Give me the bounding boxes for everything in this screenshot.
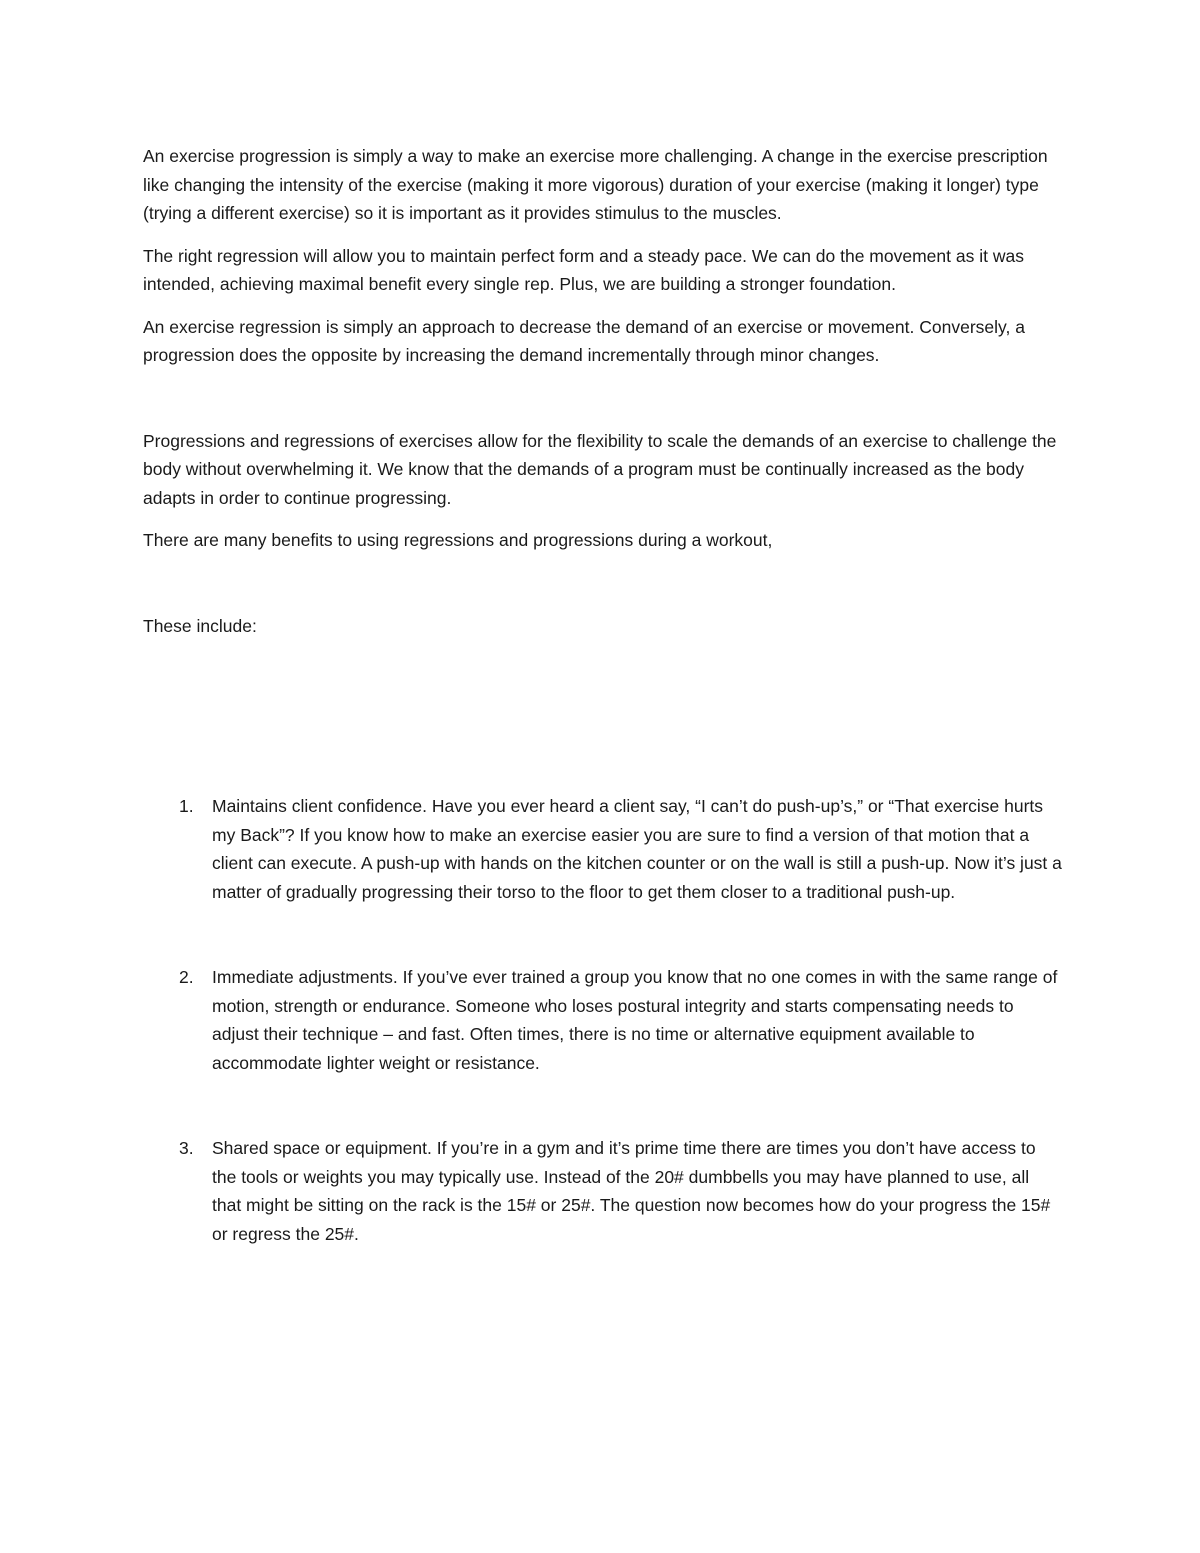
list-item-number: 1. <box>179 796 194 816</box>
list-item-text: Shared space or equipment. If you’re in a gym and it’s prime time there are times you don’t have access to the tools or weights you may typically use. Instead of the 20# dumbbells you may have planned to use, all that might be sitting on the rack is the 15# or 25#. The question now becomes how do your progress the 15# or regress the 25#. <box>212 1138 1051 1244</box>
benefits-list <box>143 792 1063 1248</box>
list-item <box>143 963 1063 1077</box>
spacer <box>143 370 1063 427</box>
spacer <box>143 512 1063 526</box>
paragraph-flexibility: Progressions and regressions of exercises allow for the flexibility to scale the demands of an exercise to challenge the body without overwhelming it. We know that the demands of a program must be continually increased as the body adapts in order to continue progressing. <box>143 430 1057 508</box>
spacer <box>143 555 1063 612</box>
paragraph-these-include: These include: <box>143 615 257 636</box>
spacer <box>143 906 1063 963</box>
paragraph-progression-definition: An exercise progression is simply a way to make an exercise more challenging. A change in the exercise prescription like changing the intensity of the exercise (making it more vigorous) duration of your exercise (making it longer) type (trying a different exercise) so it is important as it provides stimulus to the muscles. <box>143 146 1048 223</box>
spacer <box>143 640 1063 792</box>
list-item-text: Maintains client confidence. Have you ever heard a client say, “I can’t do push-up’s,” or “That exercise hurts my Back”? If you know how to make an exercise easier you are sure to find a version of that motion that a client can execute. A push-up with hands on the kitchen counter or on the wall is still a push-up. Now it’s just a matter of gradually progressing their torso to the floor to get them closer to a traditional push-up. <box>212 796 1062 902</box>
spacer <box>143 228 1063 242</box>
paragraph-regression-definition: An exercise regression is simply an approach to decrease the demand of an exercise or movement. Conversely, a progression does the opposite by increasing the demand incrementally through minor changes. <box>143 316 1025 365</box>
list-item-number: 3. <box>179 1138 194 1158</box>
list-item <box>143 1134 1063 1248</box>
spacer <box>143 1077 1063 1134</box>
list-item-text: Immediate adjustments. If you’ve ever trained a group you know that no one comes in with the same range of motion, strength or endurance. Someone who loses postural integrity and starts compensating needs to adjust their technique – and fast. Often times, there is no time or alternative equipment available to accommodate lighter weight or resistance. <box>212 967 1058 1073</box>
list-item <box>143 792 1063 906</box>
paragraph-right-regression: The right regression will allow you to maintain perfect form and a steady pace. We can do the movement as it was intended, achieving maximal benefit every single rep. Plus, we are building a stronger foundation. <box>143 245 1024 294</box>
paragraph-benefits-intro: There are many benefits to using regressions and progressions during a workout, <box>143 530 773 550</box>
list-item-number: 2. <box>179 967 194 987</box>
document-body <box>143 142 1063 1248</box>
spacer <box>143 299 1063 313</box>
